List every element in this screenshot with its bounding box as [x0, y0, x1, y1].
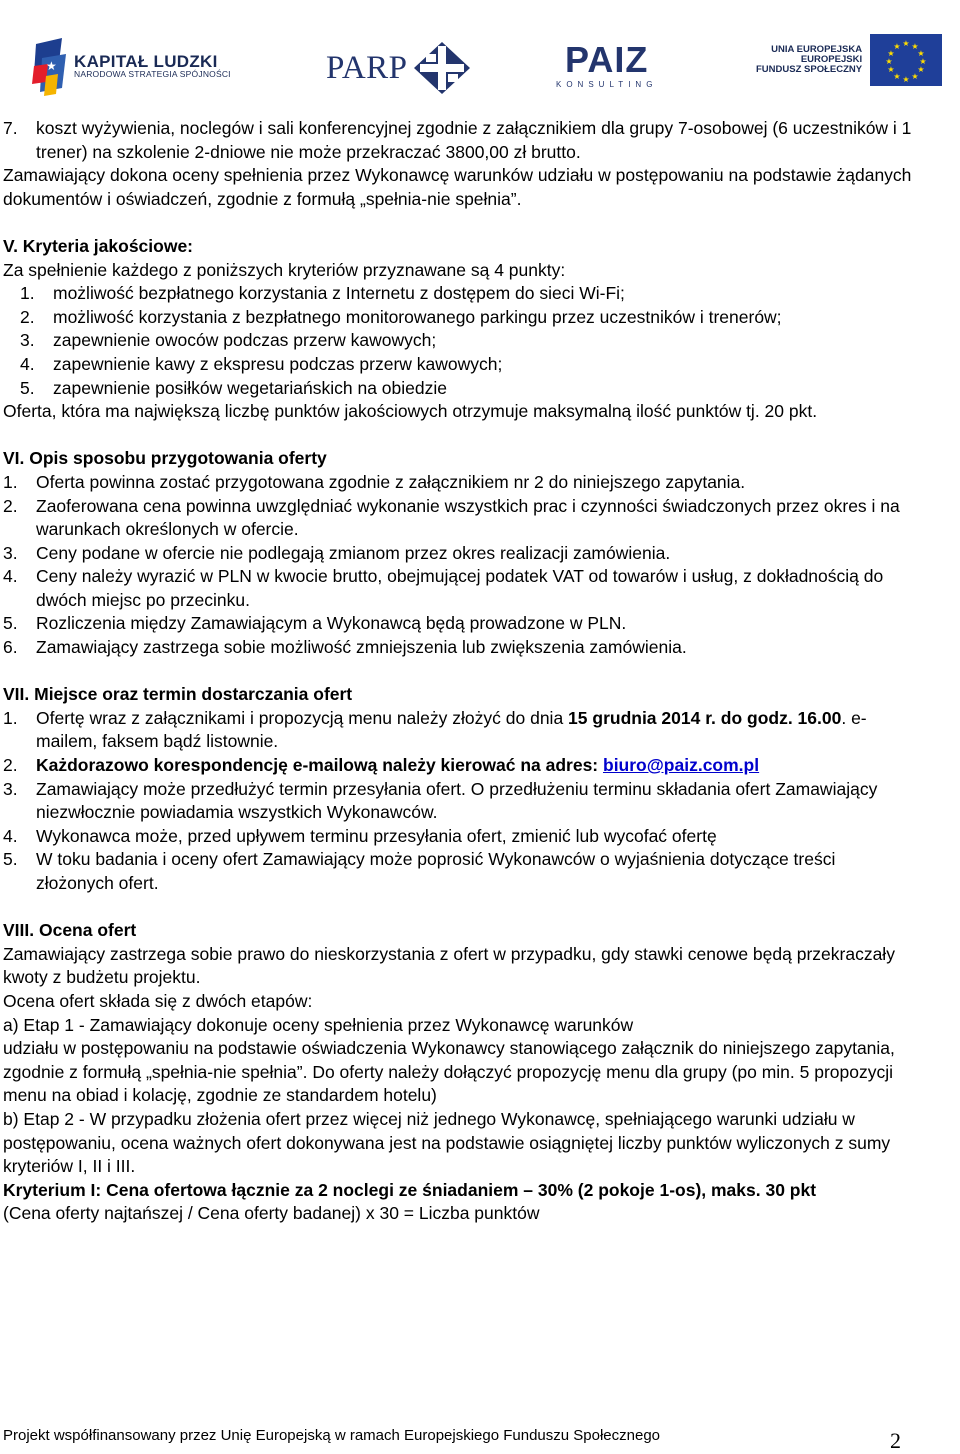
eu-flag-icon [870, 34, 942, 86]
paragraph: Zamawiający zastrzega sobie prawo do nieskorzystania z ofert w przypadku, gdy stawki cenowe będą przekraczały kwoty z budżetu projektu. [3, 943, 895, 988]
email-link[interactable]: biuro@paiz.com.pl [603, 755, 760, 776]
formula: (Cena oferty najtańszej / Cena oferty badanej) x 30 = Liczba punktów [3, 1203, 540, 1224]
section-heading: VIII. Ocena ofert [3, 920, 137, 941]
paragraph: Zamawiający dokona oceny spełnienia przez Wykonawcę warunków udziału w postępowaniu na podstawie żądanych dokumentów i oświadczeń, zgodnie z formułą „spełnia-nie spełnia”. [3, 165, 912, 209]
list-item: 3. Zamawiający może przedłużyć termin przesyłania ofert. O przedłużeniu terminu składania ofert Zamawiający niezwłocznie powiadamia wszystkich Wykonawców. [3, 778, 878, 823]
eu-logo [756, 34, 942, 86]
svg-text:★: ★ [902, 39, 910, 48]
deadline-text: 15 grudnia 2014 r. do godz. 16.00 [568, 707, 842, 728]
list-item: 1. możliwość bezpłatnego korzystania z Internetu z dostępem do sieci Wi-Fi; [20, 283, 625, 304]
section-heading: VI. Opis sposobu przygotowania oferty [3, 448, 327, 469]
ue-line-1: UNIA EUROPEJSKA [771, 44, 863, 56]
parp-emblem-icon [414, 42, 470, 94]
list-item: 5. W toku badania i oceny ofert Zamawiający może poprosić Wykonawców o wyjaśnienia dotyczące treści złożonych ofert. [3, 849, 836, 893]
paragraph: Za spełnienie każdego z poniższych kryteriów przyznawane są 4 punkty: [3, 259, 566, 280]
list-item: 5. Rozliczenia między Zamawiającym a Wykonawcą będą prowadzone w PLN. [3, 613, 627, 634]
paragraph: Ocena ofert składa się z dwóch etapów: [3, 990, 313, 1011]
paragraph: udziału w postępowaniu na podstawie oświadczenia Wykonawcy stanowiącego załącznik do niniejszego zapytania, zgodnie z formułą „spełnia-nie spełnia”. Do oferty należy dołączyć propozycję menu dla grupy (po min. 5 propozycji menu na obiad i kolację, zgodnie ze standardem hotelu) [3, 1038, 895, 1106]
svg-text:★: ★ [887, 49, 895, 58]
svg-text:★: ★ [917, 65, 925, 74]
svg-text:★: ★ [893, 42, 901, 51]
list-item: 2. Zaoferowana cena powinna uwzględniać wykonanie wszystkich prac i czynności świadczonych przez okres i na warunkach określonych w ofercie. [3, 495, 900, 540]
svg-text:★: ★ [902, 75, 910, 84]
parp-wordmark: PARP [326, 49, 408, 86]
svg-text:★: ★ [911, 42, 919, 51]
list-item: 5. zapewnienie posiłków wegetariańskich na obiedzie [20, 377, 447, 398]
svg-text:★: ★ [911, 72, 919, 81]
list-item: 4. Ceny należy wyrazić w PLN w kwocie brutto, obejmującej podatek VAT od towarów i usług, z dokładnością do dwóch miejsc po przecinku. [3, 566, 884, 610]
svg-text:★: ★ [46, 59, 57, 73]
kl-title: KAPITAŁ LUDZKI [74, 51, 218, 71]
page-number: 2 [890, 1428, 901, 1453]
criterion-heading: Kryterium I: Cena ofertowa łącznie za 2 noclegi ze śniadaniem – 30% (2 pokoje 1-os), maks. 30 pkt [3, 1179, 817, 1200]
svg-text:★: ★ [919, 57, 927, 66]
paragraph: b) Etap 2 - W przypadku złożenia ofert przez więcej niż jednego Wykonawcę, spełniającego warunki udziału w postępowaniu, ocena ważnych ofert dokonywana jest na podstawie osiągniętej liczby punktów wyliczonych z sumy kryteriów I, II i III. [3, 1108, 891, 1177]
section-heading: VII. Miejsce oraz termin dostarczania ofert [3, 684, 353, 705]
list-item: 1. Oferta powinna zostać przygotowana zgodnie z załącznikiem nr 2 do niniejszego zapytania. [3, 471, 746, 492]
paiz-wordmark: PAIZ [565, 39, 649, 80]
paragraph: a) Etap 1 - Zamawiający dokonuje oceny spełnienia przez Wykonawcę warunków [3, 1014, 634, 1035]
document-body [3, 117, 918, 1226]
list-item: 3. zapewnienie owoców podczas przerw kawowych; [20, 330, 437, 351]
list-item: 2. możliwość korzystania z bezpłatnego monitorowanego parkingu przez uczestników i trenerów; [20, 306, 782, 327]
parp-logo [326, 42, 470, 94]
page-footer: Projekt współfinansowany przez Unię Europejską w ramach Europejskiego Funduszu Społecznego [3, 1427, 661, 1444]
list-item: 7. koszt wyżywienia, noclegów i sali konferencyjnej zgodnie z załącznikiem dla grupy 7-osobowej (6 uczestników i 1 trener) na szkolenie 2-dniowe nie może przekraczać 3800,00 zł brutto. [3, 118, 912, 162]
list-item: 4. zapewnienie kawy z ekspresu podczas przerw kawowych; [20, 353, 503, 374]
list-item: 1. Ofertę wraz z załącznikami i propozycją menu należy złożyć do dnia 15 grudnia 2014 r. do godz. 16.00. e-mailem, faksem bądź listownie. [3, 707, 867, 752]
list-item: 6. Zamawiający zastrzega sobie możliwość zmniejszenia lub zwiększenia zamówienia. [3, 637, 687, 658]
page-header [0, 28, 960, 108]
kapital-ludzki-logo [32, 36, 231, 96]
svg-text:★: ★ [887, 65, 895, 74]
svg-text:★: ★ [893, 72, 901, 81]
ue-line-3: FUNDUSZ SPOŁECZNY [756, 63, 863, 75]
paragraph: Oferta, która ma największą liczbę punktów jakościowych otrzymuje maksymalną ilość punktów tj. 20 pkt. [3, 401, 818, 422]
list-item: 4. Wykonawca może, przed upływem terminu przesyłania ofert, zmienić lub wycofać ofertę [3, 825, 717, 846]
kapital-ludzki-emblem-icon [32, 36, 68, 96]
svg-text:★: ★ [885, 57, 893, 66]
kl-subtitle: NARODOWA STRATEGIA SPÓJNOŚCI [74, 69, 231, 80]
paiz-subtitle: KONSULTING [556, 80, 658, 89]
list-item: 2. Każdorazowo korespondencję e-mailową należy kierować na adres: biuro@paiz.com.pl [3, 755, 760, 776]
paiz-logo [556, 39, 658, 89]
section-heading: V. Kryteria jakościowe: [3, 235, 194, 256]
list-item: 3. Ceny podane w ofercie nie podlegają zmianom przez okres realizacji zamówienia. [3, 542, 671, 563]
ue-line-2: EUROPEJSKI [800, 54, 863, 66]
svg-text:★: ★ [917, 49, 925, 58]
